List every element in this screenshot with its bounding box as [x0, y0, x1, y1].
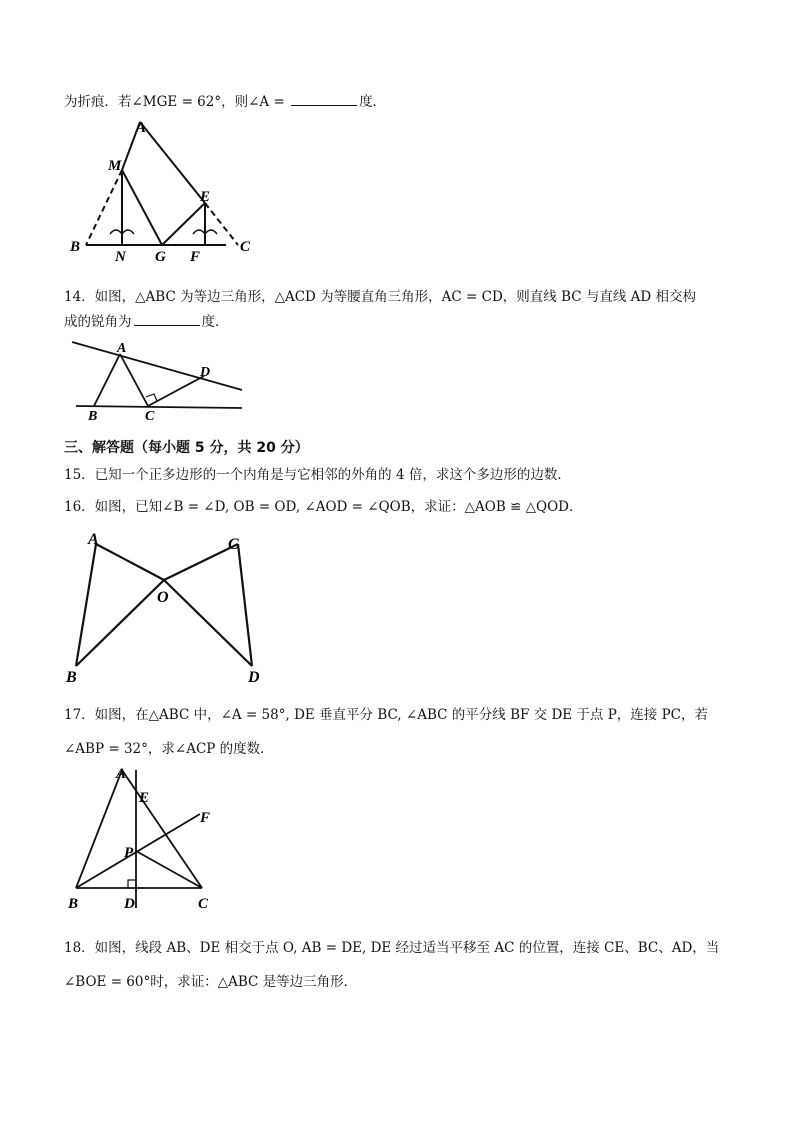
- q17-line2: ∠ABP = 32°，求∠ACP 的度数．: [64, 741, 274, 757]
- label-D: D: [248, 669, 260, 686]
- label-O: O: [157, 589, 169, 606]
- label-N: N: [115, 249, 126, 263]
- q15-text: 15．已知一个正多边形的一个内角是与它相邻的外角的 4 倍，求这个多边形的边数．: [64, 467, 571, 483]
- q13-text: 为折痕．若∠MGE = 62°，则∠A = 度．: [64, 94, 387, 110]
- section-heading: 三、解答题（每小题 5 分，共 20 分）: [64, 440, 309, 456]
- label-G: G: [155, 249, 166, 263]
- label-F: F: [200, 810, 211, 826]
- label-E: E: [139, 790, 150, 806]
- label-C: C: [198, 896, 209, 912]
- q17-figure: [64, 762, 224, 914]
- label-E: E: [200, 189, 211, 205]
- label-B: B: [70, 239, 81, 255]
- label-B: B: [88, 409, 98, 424]
- label-C: C: [240, 239, 251, 255]
- label-C: C: [145, 409, 155, 424]
- label-A: A: [136, 120, 147, 136]
- q18-line2: ∠BOE = 60°时，求证：△ABC 是等边三角形．: [64, 974, 358, 990]
- q16-figure: [66, 530, 272, 686]
- label-B: B: [68, 896, 79, 912]
- label-B: B: [66, 669, 77, 686]
- answer-blank: [291, 93, 357, 106]
- q18-line1: 18．如图，线段 AB、DE 相交于点 O, AB = DE, DE 经过适当平移至 AC 的位置，连接 CE、BC、AD，当: [64, 940, 720, 956]
- q14-line2: 成的锐角为 度．: [64, 314, 229, 330]
- label-A: A: [88, 531, 99, 548]
- label-F: F: [190, 249, 201, 263]
- answer-blank: [134, 313, 200, 326]
- label-D: D: [200, 365, 211, 380]
- q16-text: 16．如图，已知∠B = ∠D, OB = OD, ∠AOD = ∠QOB，求证：△AOB ≌ △QOD．: [64, 499, 583, 515]
- label-P: P: [124, 845, 134, 861]
- label-D: D: [124, 896, 135, 912]
- label-A: A: [117, 341, 127, 356]
- label-A: A: [116, 766, 127, 782]
- q14-line1: 14．如图，△ABC 为等边三角形，△ACD 为等腰直角三角形，AC = CD，则直线 BC 与直线 AD 相交构: [64, 289, 697, 305]
- q17-line1: 17．如图，在△ABC 中，∠A = 58°, DE 垂直平分 BC, ∠ABC 的平分线 BF 交 DE 于点 P，连接 PC，若: [64, 707, 708, 723]
- q13-figure: [66, 118, 266, 263]
- label-M: M: [108, 158, 122, 174]
- label-C: C: [228, 536, 239, 553]
- q14-figure: [66, 334, 256, 424]
